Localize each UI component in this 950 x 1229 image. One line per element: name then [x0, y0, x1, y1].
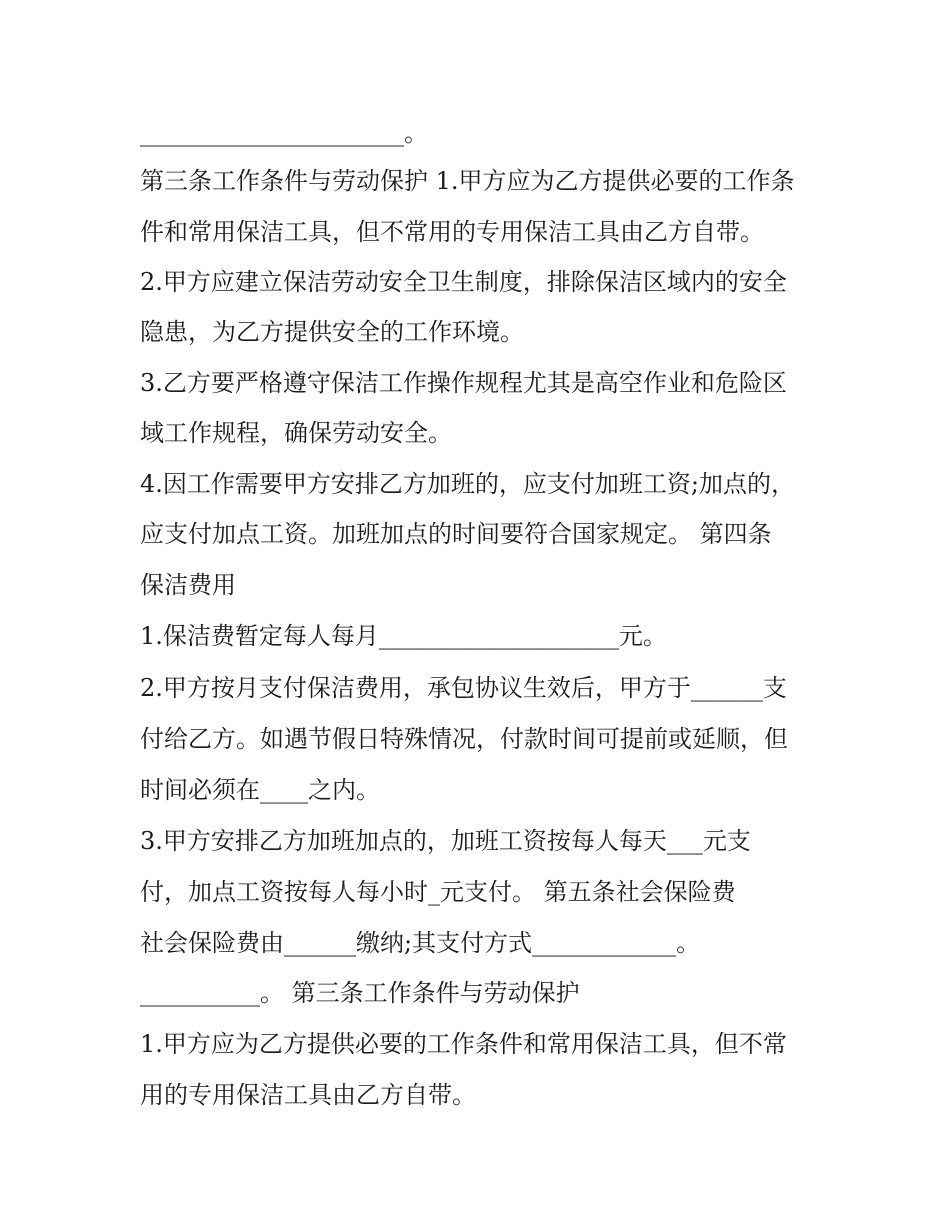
- text-line: 保洁费用: [140, 571, 236, 599]
- text-line: 隐患，为乙方提供安全的工作环境。: [140, 318, 524, 346]
- text-line: 第三条工作条件与劳动保护 1.甲方应为乙方提供必要的工作条: [140, 167, 795, 195]
- text-line: 时间必须在____之内。: [140, 776, 380, 804]
- text-line: 件和常用保洁工具，但不常用的专用保洁工具由乙方自带。: [140, 218, 764, 246]
- text-line: 应支付加点工资。加班加点的时间要符合国家规定。 第四条: [140, 520, 772, 548]
- text-line: 3.乙方要严格遵守保洁工作操作规程尤其是高空作业和危险区: [140, 369, 787, 397]
- text-line: 4.因工作需要甲方安排乙方加班的，应支付加班工资;加点的，: [140, 470, 795, 498]
- text-line: ______________________。: [140, 119, 428, 147]
- text-line: 1.甲方应为乙方提供必要的工作条件和常用保洁工具，但不常: [140, 1030, 787, 1058]
- text-line: __________。 第三条工作条件与劳动保护: [140, 979, 580, 1007]
- text-line: 1.保洁费暂定每人每月____________________元。: [140, 622, 667, 650]
- text-line: 2.甲方按月支付保洁费用，承包协议生效后，甲方于______支: [140, 674, 787, 702]
- text-line: 付，加点工资按每人每小时_元支付。 第五条社会保险费: [140, 878, 736, 906]
- text-line: 2.甲方应建立保洁劳动安全卫生制度，排除保洁区域内的安全: [140, 268, 787, 296]
- text-line: 3.甲方安排乙方加班加点的，加班工资按每人每天___元支: [140, 827, 751, 855]
- text-line: 域工作规程，确保劳动安全。: [140, 419, 452, 447]
- text-line: 用的专用保洁工具由乙方自带。: [140, 1081, 476, 1109]
- text-line: 社会保险费由______缴纳;其支付方式____________。: [140, 929, 701, 957]
- text-line: 付给乙方。如遇节假日特殊情况，付款时间可提前或延顺，但: [140, 725, 788, 753]
